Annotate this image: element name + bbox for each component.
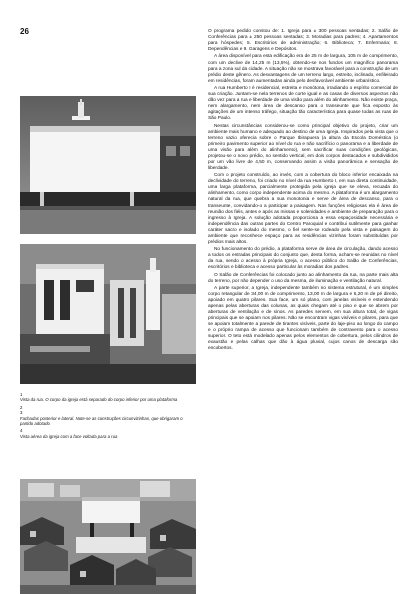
photo-rear-facade xyxy=(20,244,196,384)
photo-street-view xyxy=(20,96,196,234)
article-text-column xyxy=(208,29,398,354)
paragraph: No funcionamento do prédio, a plataforma serve de área de circulação, dando acesso a todos os entradas principais do conjunto que, desta forma, acham-se reunidas no nível da rua, sendo o acesso à própria Igreja, o acesso público do Salão de Conferências, escritórios e biblioteca e acesso particular às moradias dos padres. xyxy=(208,247,398,271)
paragraph: Com o projeto construído, ao invés, com a cobertura do bloco inferior encaixada na declividade do terreno, foi criado no nível da rua Humberto I, em sua direta continuidade, uma larga plataforma, parcialmente protegida pela igreja que se eleva, recuada do alinhamento, como corpo independente acima do mesmo. A plataforma é um alargamento natural da rua, que quebra a sua monotonia e serve de área de descanso, para o transeunte, convidando-o a participar a paisagem. Nas funções religiosas ela é área de reunião dos fiéis, antes e após as missas e solenidades e ambiente de preparação para o ingresso à Igreja. A solução adotada proporciona a essa espaçosidade necessária e independência das outras partes do Centro Paroquial e contribui sutilmente para ganhar caráter sacro e isolado do mesmo, o fiel sente-se rodeado pela vista e paisagem do ambiente que reconhece espaço para as residências vizinhas foram substituídas por prédios mais altos. xyxy=(208,173,398,245)
caption-number: 1 xyxy=(20,392,23,397)
photo-aerial-view xyxy=(20,479,196,594)
paragraph: A área disponível para esta edificação era de 25 m de largura, 105 m de comprimento, com um declive de 14,25 m (13,5%), obtendo-se nos fundos um magnífico panorama para a zona sul da cidade. A situação não se mostrava favorável para a construção de um prédio deste gênero. As desvantagens de um terreno largo, estreito, inclinado, enfileirado em residências, foram aumentadas ainda pelo desfavorável ambiente urbanístico. xyxy=(208,54,398,84)
caption-number: 2 xyxy=(20,404,23,410)
paragraph: O programa pedido constou de: 1. Igreja para ± 300 pessoas sentadas; 2. Salão de Conferências para ± 250 pessoas sentadas; 3. Moradias para padres; 4. Apartamentos para hóspedes; 5. Escritórios de administração; 6. Biblioteca; 7. Enfermaria; 8. Dependências e 9. Garagens e Depósitos. xyxy=(208,29,398,53)
caption-text: Vista da rua. O corpo da igreja está separado do corpo inferior por uma plataforma xyxy=(20,397,178,403)
caption-number: 3 xyxy=(20,410,23,416)
caption-text: Fachadas posterior e lateral. Note-se as construções circunvizinhas, que obrigaram o partido adotado xyxy=(20,415,183,427)
caption-text: Vista aérea da igreja com a face voltada para a rua xyxy=(20,433,118,439)
photo-captions xyxy=(20,392,196,441)
paragraph: A parte superior, a Igreja, independente também no sistema estrutural, é um simples corpo retangular de 34,00 m de comprimento, 13,00 m de largura e 6,20 m de pé direito, apoiado em quatro pilares. Sua face, um só plano, com janelas visíveis e estendendo apenas pelas aberturas das colunas, as quais chegam até o piso e que se abrem por aberturas de ventilação e de sinos. As paredes servem, em sua altura total, de vigas principais que se apoiam nos pilares. Não se encontram vigas visíveis e pilares, para que se apoiam totalmente a parede de tirantes visíveis, parte do laje-piso ao longo do campo e o próprio rampa de acesso que funcionam também de contravento para o acesso superior. O teto está modelado apenas pelos elementos de cobertura, pelos cilindros de exaustão e pelas calhas que dão à água pluvial, cujos canos de descarga são encobertos. xyxy=(208,286,398,352)
paragraph: O Salão de Conferências foi colocado junto ao alinhamento da rua, na parte mais alta do terreno, por não depender o uso da mesma, de iluminação e ventilação natural. xyxy=(208,272,398,284)
paragraph: A rua Humberto I é residencial, estreita e monótona, irradiando o espírito comercial de sua criação. Juntam-se nela terrenos de corte igual e as casas de diversos aspectos não dão vez para a rua e liberdade de uma visão para além do alinhamento. Não existe praça, nem alargamento, nem área de descanso para o transeunte que fica exposto às agitações de um intenso tráfego, situação tão característica para quase todas as ruas de São Paulo. xyxy=(208,86,398,122)
paragraph: Nestas circunstâncias considerou-se como principal objetivo do projeto, criar um ambiente mais humano e adequado ao destino de uma Igreja. Inspirados pela vista que o terreno vazio oferecia sobre o Parque Ibirapuera (a altura da Escola Doméstica (o primeiro pavimento superior ao nível do rua e não sacrifício o panorama e a liberdade de uma visão para além do alinhamento), sem sacrificar suas condições geológicas, projetou-se o novo prédio, no sentido vertical, em dois corpos destacados e subdivididos por um vão livre de 4,50 m, conservando assim a visão panorâmica e sensação de liberdade. xyxy=(208,123,398,171)
page-number: 26 xyxy=(20,27,29,36)
caption-number: 4 xyxy=(20,428,23,434)
